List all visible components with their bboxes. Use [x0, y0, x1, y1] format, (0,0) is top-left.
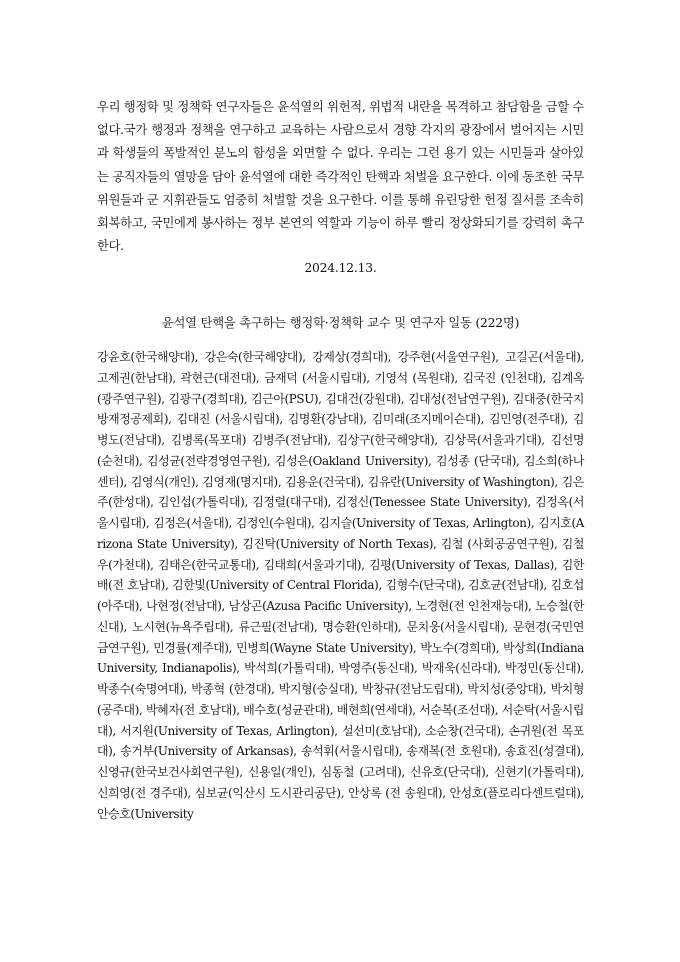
- signers-title: 윤석열 탄핵을 촉구하는 행정학·정책학 교수 및 연구자 일동 (222명): [161, 316, 520, 330]
- document-page: [97, 96, 584, 821]
- statement-date: 2024.12.13.: [304, 261, 377, 275]
- statement-paragraph: 우리 행정학 및 정책학 연구자들은 윤석열의 위헌적, 위법적 내란을 목격하고 참담함을 금할 수 없다.국가 행정과 정책을 연구하고 교육하는 사람으로서 경향 각지의 광장에서 벌어지는 시민과 학생들의 폭발적인 분노의 함성을 외면할 수 없다. 우리는 그런 용기 있는 시민들과 살아있는 공직자들의 열망을 담아 윤석열에 대한 즉각적인 탄핵과 처벌을 요구한다. 이에 동조한 국무위원들과 군 지휘관들도 엄중히 처벌할 것을 요구한다. 이를 통해 유린당한 헌정 질서를 조속히 회복하고, 국민에게 봉사하는 정부 본연의 역할과 기능이 하루 빨리 정상화되기를 강력히 촉구한다.: [97, 100, 584, 254]
- signers-list: 강윤호(한국해양대), 강은숙(한국해양대), 강제상(경희대), 강주현(서울연구원), 고길곤(서울대), 고제권(한남대), 곽현근(대전대), 금재덕 (서울시립대), 기영석 (목원대), 김국진 (인천대), 김계옥(광주연구원), 김광구(경희대), 김근아(PSU), 김대건(강원대), 김대성(전남연구원), 김대중(한국지방재정공제회), 김대진 (서울시립대), 김명환(강남대), 김미래(조지메이슨대), 김민영(전주대), 김병도(전남대), 김병록(목포대) 김병주(전남대), 김상구(한국해양대), 김상묵(서울과기대), 김선명(순천대), 김성균(전략경영연구원), 김성은(Oakland University), 김성종 (단국대), 김소희(하나센터), 김영식(개인), 김영재(명지대), 김용운(건국대), 김유란(University of Washington), 김은주(한성대), 김인섭(가톨릭대), 김정렬(대구대), 김정신(Tenessee State University), 김정옥(서울시립대), 김정은(서울대), 김정인(수원대), 김지슬(University of Texas, Arlington), 김지호(Arizona State University), 김진탁(University of North Texas), 김철 (사회공공연구원), 김철우(가천대), 김태은(한국교통대), 김태희(서울과기대), 김평(University of Texas, Dallas), 김한배(전 호남대), 김한빛(University of Central Florida), 김형수(단국대), 김호균(전남대), 김호섭(아주대), 나현정(전남대), 남상곤(Azusa Pacific University), 노경현(전 인천재능대), 노승철(한신대), 노시현(뉴욕주립대), 류근필(전남대), 명승환(인하대), 문치웅(서울시립대), 문현경(국민연금연구원), 민경률(제주대), 민병희(Wayne State University), 박노수(경희대), 박상희(Indiana University, Indianapolis), 박석희(가톨릭대), 박영주(동신대), 박재욱(신라대), 박정민(동신대), 박종수(숙명여대), 박종혁 (한경대), 박지형(숭실대), 박창규(전남도립대), 박치성(중앙대), 박치형(공주대), 박혜자(전 호남대), 배수호(성균관대), 배현희(연세대), 서순복(조선대), 서순탁(서울시립대), 서지원(University of Texas, Arlington), 설선미(호남대), 소순창(건국대), 손귀원(전 목포대), 송거부(University of Arkansas), 송석휘(서울시립대), 송재복(전 호원대), 송효진(성결대), 신영규(한국보건사회연구원), 신용일(개인), 심동철 (고려대), 신유호(단국대), 신현기(가톨릭대), 신희영(전 경주대), 심보균(익산시 도시관리공단), 안상록 (전 송원대), 안성호(플로리다센트럴대), 안승호(University: [97, 350, 584, 821]
